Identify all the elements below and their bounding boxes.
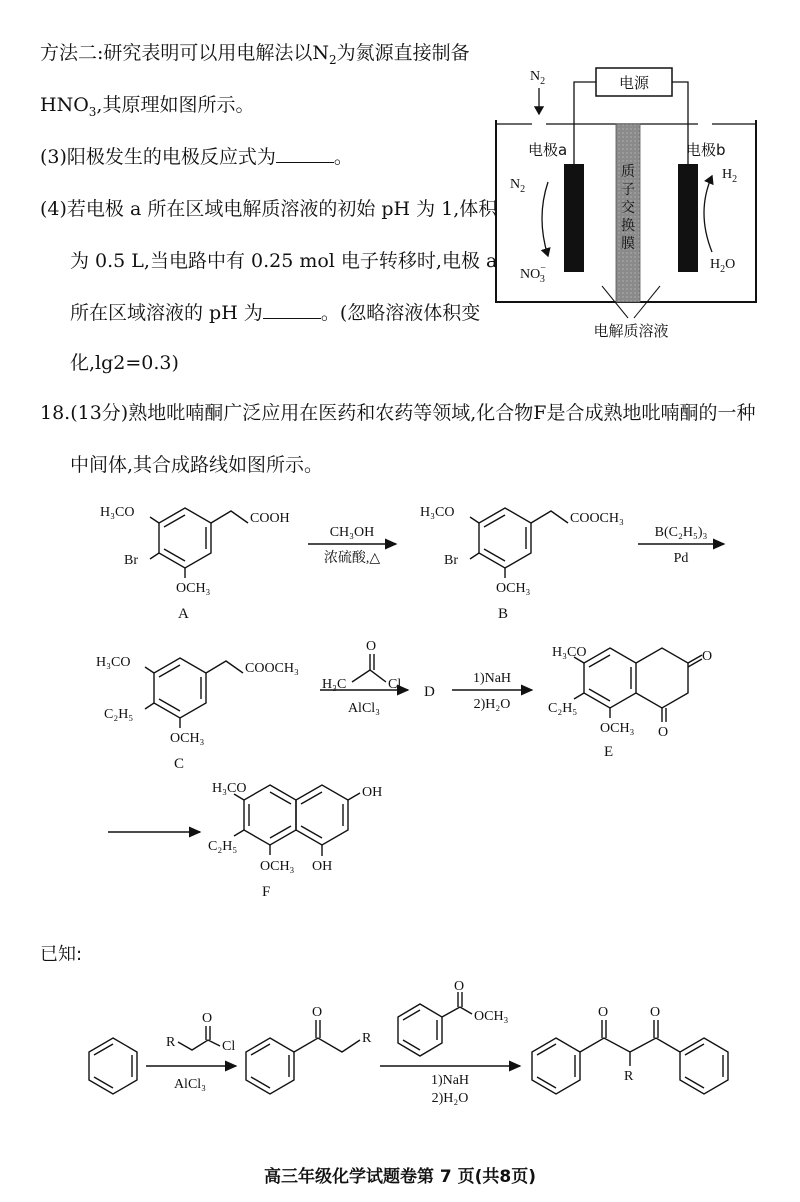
compound-E [574, 648, 702, 722]
compound-C [145, 658, 243, 728]
svg-text:2)H₂O: 2)H₂O [473, 697, 511, 712]
electrolyte-label: 电解质溶液 [593, 322, 669, 340]
svg-text:1)NaH: 1)NaH [472, 671, 512, 686]
h2-product-label: $H_2$ [722, 167, 738, 185]
svg-text:O: O [202, 1011, 213, 1026]
svg-text:H₃CO: H₃CO [100, 505, 135, 520]
svg-text:Cl: Cl [388, 677, 402, 692]
known-title: 已知: [40, 944, 83, 965]
n2-inlet-label: $N_2$ [530, 69, 546, 87]
svg-text:膜: 膜 [621, 236, 635, 252]
acetyl-chloride [352, 654, 386, 682]
svg-text:OCH₃: OCH₃ [170, 731, 205, 746]
known-reaction-scheme [0, 980, 800, 1110]
svg-text:子: 子 [621, 182, 635, 198]
n2-reactant-label: $N_2$ [510, 177, 526, 195]
svg-text:CH₃OH: CH₃OH [329, 525, 375, 540]
question-18-line2: 中间体,其合成路线如图所示。 [70, 454, 324, 476]
svg-text:OCH₃: OCH₃ [474, 1009, 509, 1024]
svg-text:H₃CO: H₃CO [212, 781, 247, 796]
compound-B [470, 508, 568, 578]
svg-text:O: O [366, 639, 377, 654]
label-E: E [604, 744, 614, 760]
compound-A [150, 508, 248, 578]
answer-blank-3[interactable] [276, 146, 334, 163]
no3-product-label: NO− 3 [520, 263, 546, 285]
svg-text:R: R [166, 1035, 176, 1050]
svg-text:O: O [598, 1005, 609, 1020]
question-18-line1: 18.(13分)熟地吡喃酮广泛应用在医药和农药等领域,化合物F是合成熟地吡喃酮的一种 [40, 402, 756, 424]
svg-text:交: 交 [621, 200, 635, 216]
svg-text:C₂H₅: C₂H₅ [104, 707, 134, 722]
electrolysis-cell-diagram [490, 60, 770, 350]
svg-text:O: O [702, 649, 713, 664]
label-C: C [174, 756, 185, 772]
svg-text:R: R [624, 1069, 634, 1084]
svg-text:Pd: Pd [673, 551, 689, 566]
methyl-benzoate [398, 992, 472, 1056]
svg-text:质: 质 [621, 164, 635, 180]
svg-text:浓硫酸,△: 浓硫酸,△ [323, 551, 381, 566]
svg-text:OCH₃: OCH₃ [600, 721, 635, 736]
svg-text:H₃C: H₃C [322, 677, 347, 692]
question-3: (3)阳极发生的电极反应式为 。 [40, 146, 353, 168]
svg-text:Br: Br [124, 553, 138, 568]
synthesis-scheme [0, 490, 800, 920]
question-4-line1: (4)若电极 a 所在区域电解质溶液的初始 pH 为 1,体积 [40, 198, 498, 220]
svg-text:O: O [312, 1005, 323, 1020]
label-D: D [424, 684, 435, 700]
svg-text:O: O [454, 980, 465, 994]
svg-text:C₂H₅: C₂H₅ [208, 839, 238, 854]
svg-text:OH: OH [362, 785, 383, 800]
question-4-line4: 化,lg2=0.3) [70, 352, 179, 374]
h2o-reactant-label: $H_2O$ [710, 257, 736, 275]
benzene [89, 1038, 137, 1094]
svg-text:换: 换 [621, 218, 635, 234]
svg-text:H₃CO: H₃CO [552, 645, 587, 660]
svg-text:2)H₂O: 2)H₂O [431, 1091, 469, 1106]
page-footer: 高三年级化学试题卷第 7 页(共8页) [263, 1167, 537, 1187]
question-4-line3: 所在区域溶液的 pH 为 。(忽略溶液体积变 [70, 302, 481, 324]
svg-text:B(C₂H₅)₃: B(C₂H₅)₃ [654, 525, 708, 540]
electrode-b-label: 电极b [686, 141, 726, 159]
svg-text:R: R [362, 1031, 372, 1046]
svg-text:Br: Br [444, 553, 458, 568]
svg-text:OCH₃: OCH₃ [260, 859, 295, 874]
power-label: 电源 [618, 74, 650, 92]
acylbenzene [246, 1020, 360, 1094]
svg-text:AlCl₃: AlCl₃ [347, 701, 381, 716]
electrode-a-label: 电极a [528, 141, 568, 159]
method2-line2: $HNO_3$,其原理如图所示。 [40, 94, 255, 119]
compound-F [234, 785, 360, 856]
method2-line1: 方法二:研究表明可以用电解法以$N_2$为氮源直接制备 [40, 42, 470, 67]
answer-blank-4[interactable] [263, 302, 321, 319]
left-reaction-arrow [542, 182, 548, 256]
label-F: F [262, 884, 271, 900]
label-B: B [498, 606, 509, 622]
svg-text:OCH₃: OCH₃ [496, 581, 531, 596]
svg-text:OH: OH [312, 859, 333, 874]
svg-text:O: O [650, 1005, 661, 1020]
electrode-b [678, 164, 698, 272]
svg-text:H₃CO: H₃CO [96, 655, 131, 670]
svg-text:COOH: COOH [250, 511, 290, 526]
svg-text:Cl: Cl [222, 1039, 236, 1054]
svg-text:COOCH₃: COOCH₃ [570, 511, 624, 526]
svg-text:AlCl₃: AlCl₃ [173, 1077, 207, 1092]
acyl-chloride-reagent [178, 1026, 220, 1050]
svg-text:1)NaH: 1)NaH [430, 1073, 470, 1088]
svg-text:O: O [658, 725, 669, 740]
question-4-line2: 为 0.5 L,当电路中有 0.25 mol 电子转移时,电极 a [70, 250, 498, 272]
svg-text:C₂H₅: C₂H₅ [548, 701, 578, 716]
svg-text:H₃CO: H₃CO [420, 505, 455, 520]
right-reaction-arrow [704, 176, 712, 252]
svg-text:COOCH₃: COOCH₃ [245, 661, 299, 676]
svg-text:OCH₃: OCH₃ [176, 581, 211, 596]
label-A: A [178, 606, 189, 622]
electrode-a [564, 164, 584, 272]
